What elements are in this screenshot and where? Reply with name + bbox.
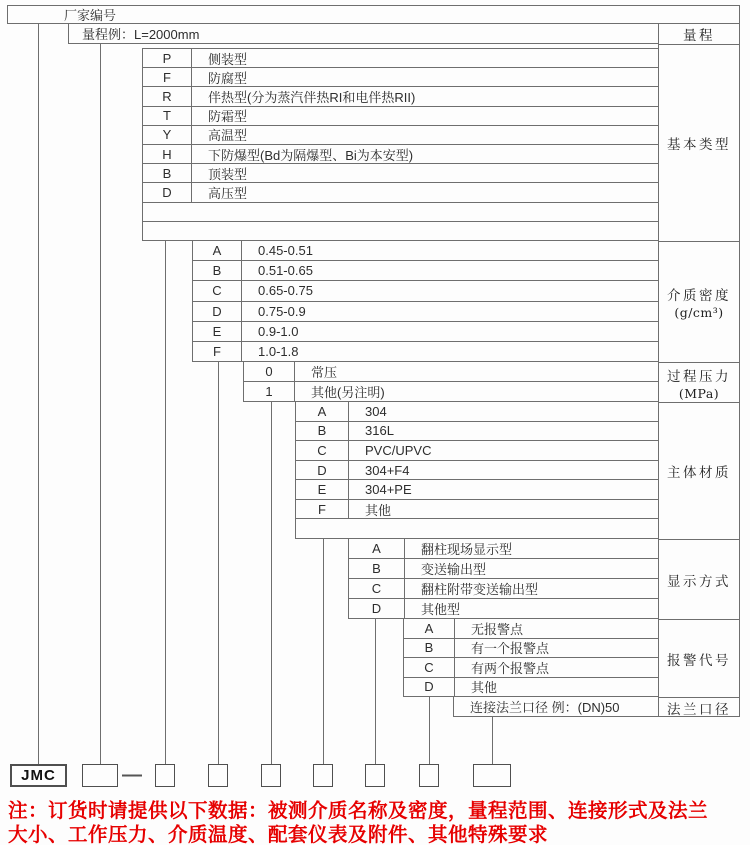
table-row: A 翻柱现场显示型 — [349, 539, 658, 559]
model-separator-dash: — — [122, 764, 142, 786]
ordering-note-line2: 大小、工作压力、介质温度、配套仪表及附件、其他特殊要求 — [8, 824, 549, 845]
range-row — [68, 24, 658, 44]
table-row: D 0.75-0.9 — [193, 302, 658, 322]
table-row: P 侧装型 — [143, 49, 658, 68]
label-range: 量程 — [659, 24, 739, 45]
table-row: D 高压型 — [143, 183, 658, 202]
ordering-note-line1: 注：订货时请提供以下数据：被测介质名称及密度，量程范围、连接形式及法兰 — [8, 800, 709, 822]
section-body-material — [295, 402, 658, 539]
table-row: A 304 — [296, 402, 658, 422]
connector-line-density — [218, 362, 219, 764]
label-display-mode: 显示方式 — [659, 540, 739, 620]
table-row: D 其他 — [404, 678, 658, 698]
table-row: C 翻柱附带变送输出型 — [349, 579, 658, 599]
table-row: F 其他 — [296, 500, 658, 520]
ordering-note — [8, 799, 748, 845]
table-row: Y 高温型 — [143, 126, 658, 145]
table-row: B 顶装型 — [143, 164, 658, 183]
table-row: R 伴热型(分为蒸汽伴热RI和电伴热RII) — [143, 87, 658, 106]
model-box-range — [82, 764, 118, 787]
category-label-column — [658, 24, 740, 717]
table-row: B 有一个报警点 — [404, 639, 658, 659]
model-prefix-box: JMC — [10, 764, 67, 787]
table-row: H 下防爆型(Bd为隔爆型、Bi为本安型) — [143, 145, 658, 164]
section-flange-size — [453, 697, 658, 717]
table-row: 0 常压 — [244, 362, 658, 382]
table-row: C 有两个报警点 — [404, 658, 658, 678]
manufacturer-code-box — [7, 5, 740, 24]
section-display-mode — [348, 539, 658, 619]
model-box-material — [313, 764, 333, 787]
connector-line-pressure — [271, 402, 272, 764]
label-medium-density: 介质密度 (g/cm³) — [659, 242, 739, 363]
connector-line-flange — [492, 717, 493, 764]
table-row: 1 其他(另注明) — [244, 382, 658, 402]
connector-line-alarm — [429, 697, 430, 764]
table-row: 连接法兰口径 例：(DN)50 — [454, 697, 658, 717]
table-row-empty — [143, 203, 658, 222]
table-row: A 无报警点 — [404, 619, 658, 639]
section-process-pressure — [243, 362, 658, 402]
label-process-pressure: 过程压力 (MPa) — [659, 363, 739, 403]
table-row: D 304+F4 — [296, 461, 658, 481]
connector-line-range — [100, 44, 101, 764]
table-row: C 0.65-0.75 — [193, 281, 658, 301]
table-row: B 0.51-0.65 — [193, 261, 658, 281]
label-basic-type: 基本类型 — [659, 45, 739, 242]
model-box-basic-type — [155, 764, 175, 787]
model-box-alarm — [419, 764, 439, 787]
table-row: E 304+PE — [296, 480, 658, 500]
table-row: B 316L — [296, 422, 658, 442]
label-body-material: 主体材质 — [659, 403, 739, 540]
table-row: C PVC/UPVC — [296, 441, 658, 461]
connector-line-material — [323, 539, 324, 764]
label-alarm-code: 报警代号 — [659, 620, 739, 698]
table-row: D 其他型 — [349, 599, 658, 619]
table-row-empty — [143, 222, 658, 241]
section-basic-type — [142, 48, 658, 241]
section-alarm-code — [403, 619, 658, 697]
section-medium-density — [192, 241, 658, 362]
connector-line-manufacturer — [38, 24, 39, 764]
manufacturer-code-label: 厂家编号 — [64, 8, 117, 23]
table-row-empty — [296, 519, 658, 539]
table-row: F 防腐型 — [143, 68, 658, 87]
pressure-unit: (MPa) — [678, 385, 720, 401]
range-example-text: 量程例：L=2000mm — [82, 27, 200, 42]
table-row: E 0.9-1.0 — [193, 322, 658, 342]
label-flange-size: 法兰口径 — [667, 702, 731, 718]
model-box-pressure — [261, 764, 281, 787]
connector-line-basic-type — [165, 241, 166, 764]
table-row: F 1.0-1.8 — [193, 342, 658, 362]
model-box-density — [208, 764, 228, 787]
table-row: T 防霜型 — [143, 107, 658, 126]
model-box-display — [365, 764, 385, 787]
connector-line-display — [375, 619, 376, 764]
table-row: B 变送输出型 — [349, 559, 658, 579]
model-box-flange — [473, 764, 511, 787]
density-unit: (g/cm³) — [674, 305, 724, 320]
table-row: A 0.45-0.51 — [193, 241, 658, 261]
